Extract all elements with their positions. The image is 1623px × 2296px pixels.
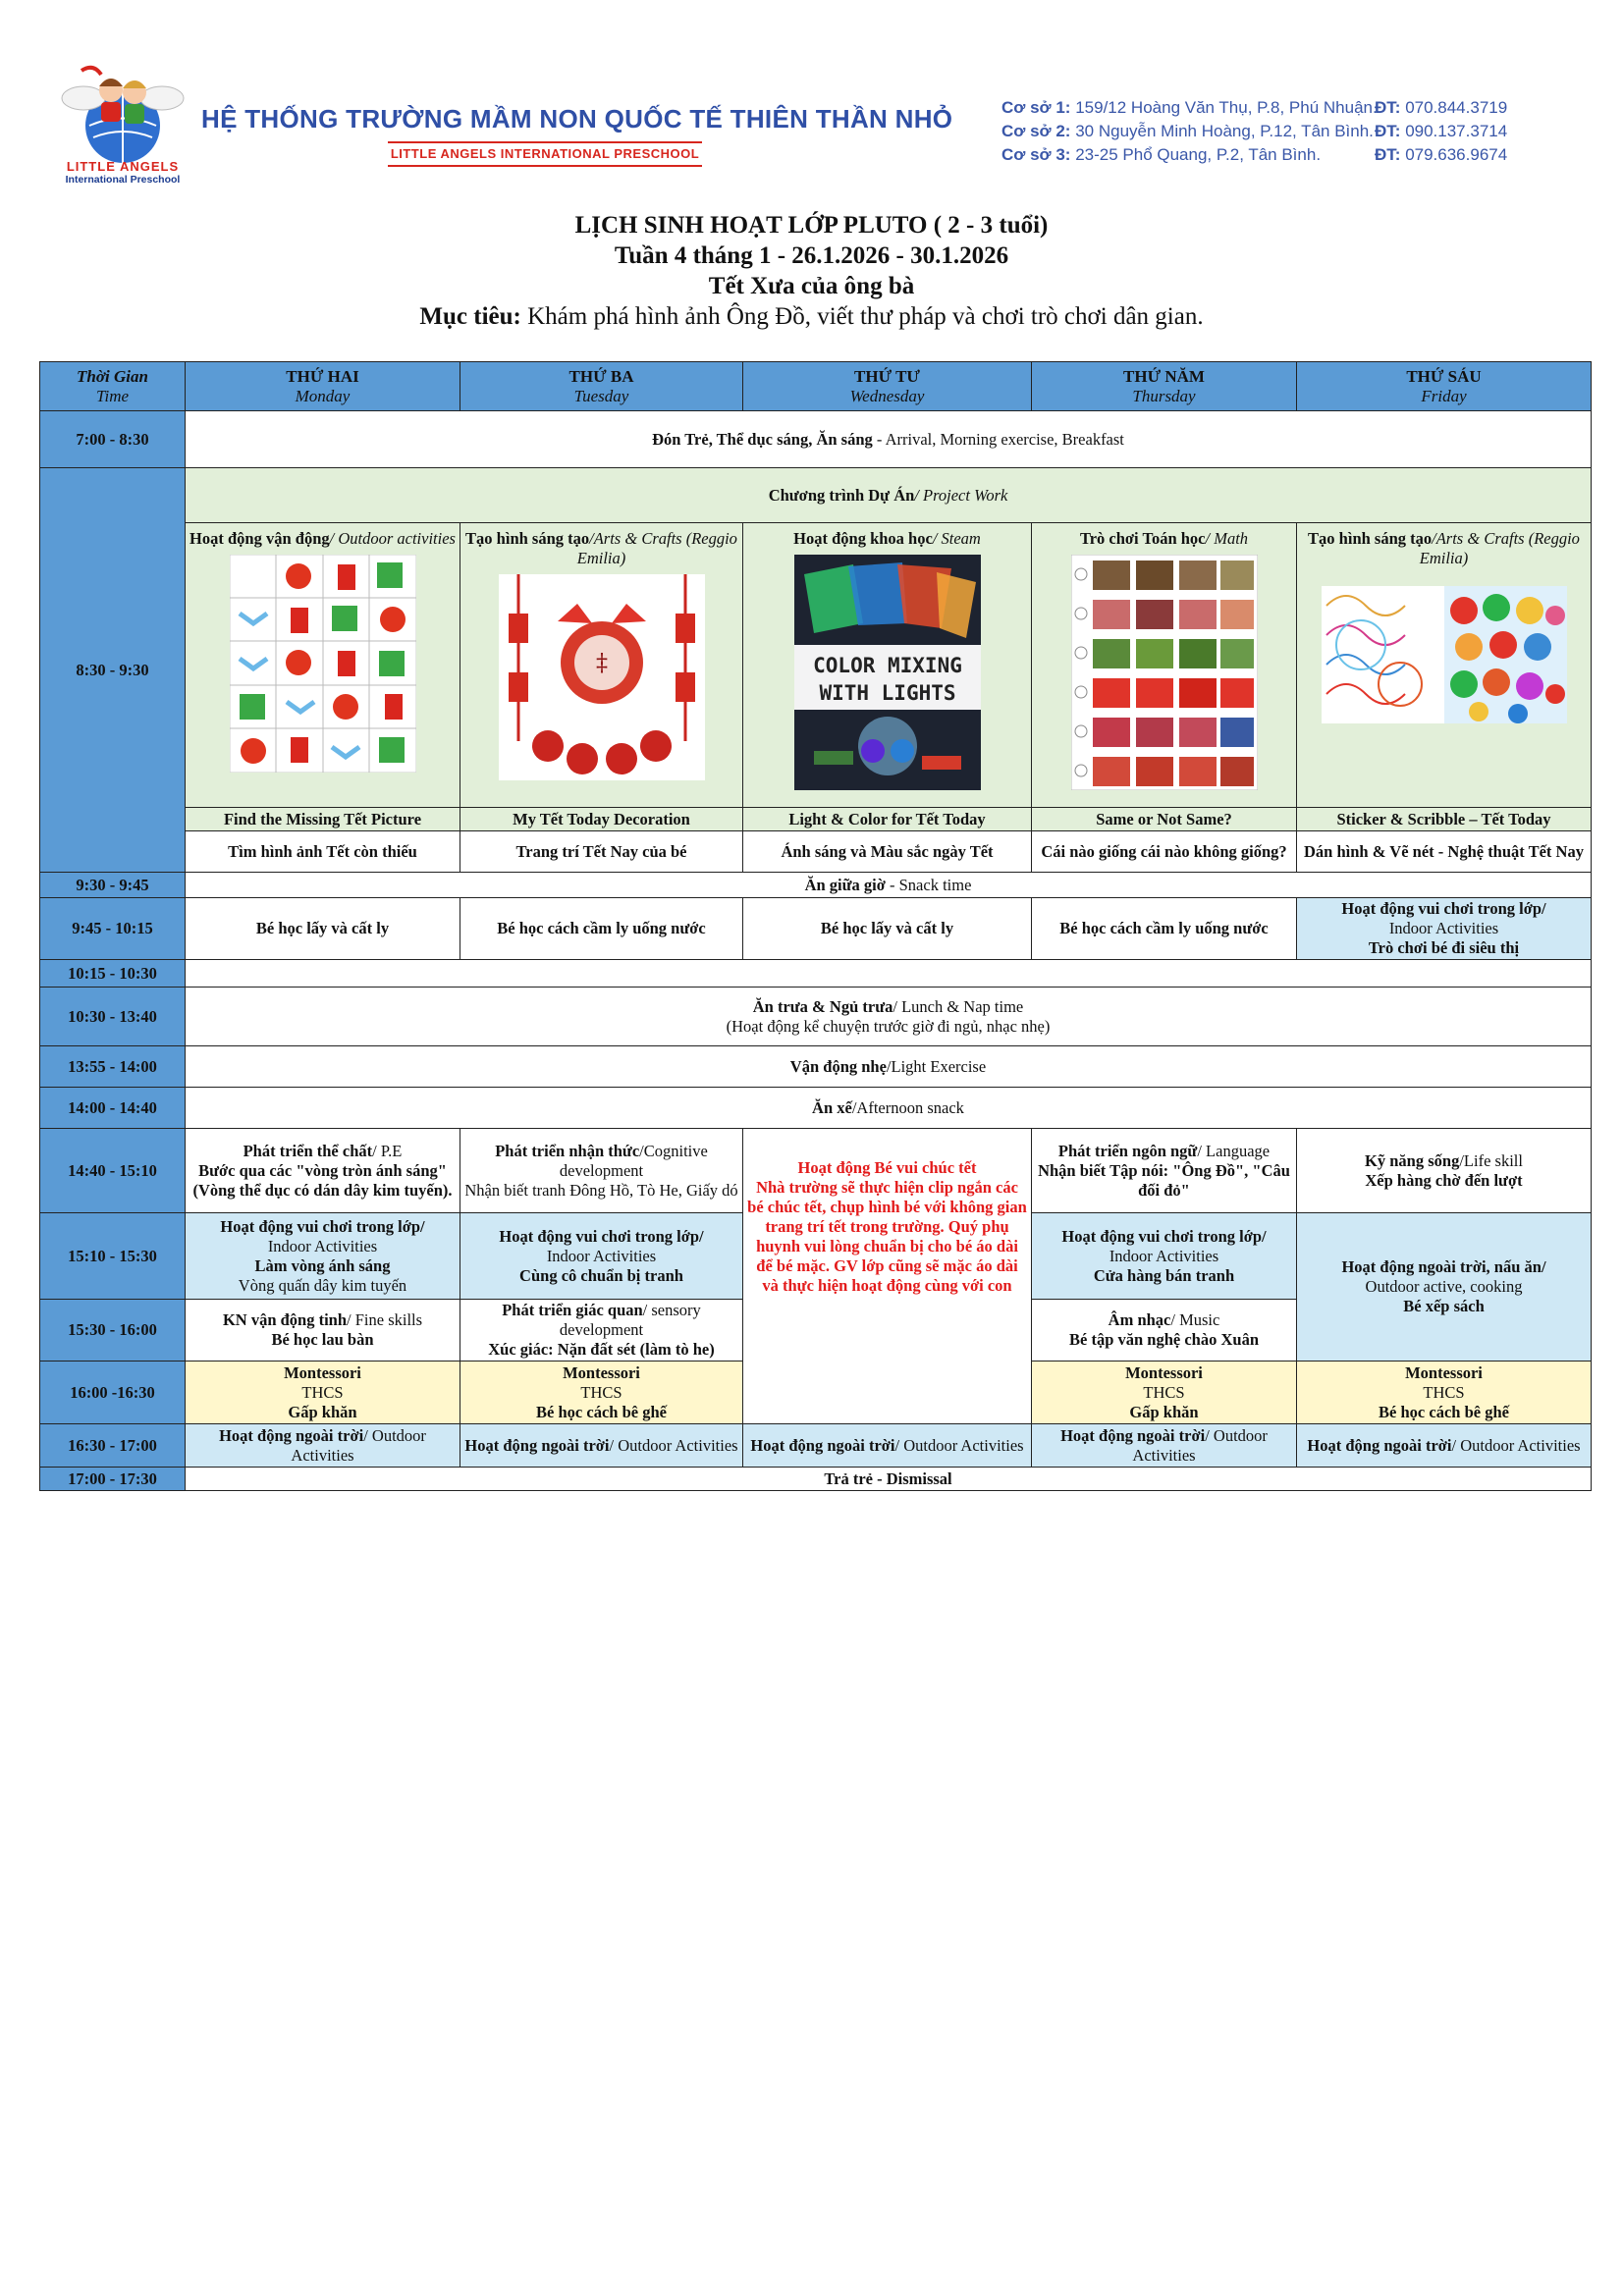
pe-bold: Phát triển thể chất (243, 1141, 373, 1160)
campus-row (1001, 96, 1507, 120)
activity-title-en: Same or Not Same? (1032, 808, 1297, 831)
pe-activity-monday (186, 1129, 460, 1213)
activity-title-en: My Tết Today Decoration (460, 808, 743, 831)
campus-label: Cơ sở 2: (1001, 122, 1071, 140)
school-subtitle: LITTLE ANGELS INTERNATIONAL PRESCHOOL (390, 146, 700, 161)
indoor-subtitle: Indoor Activities (267, 1236, 378, 1255)
indoor-detail: Làm vòng ánh sáng (254, 1255, 391, 1275)
time-cell: 17:00 - 17:30 (40, 1468, 186, 1491)
montessori-friday (1297, 1362, 1592, 1424)
project-en: / Project Work (914, 485, 1008, 505)
lunch-bold: Ăn trưa & Ngủ trưa (752, 996, 893, 1016)
schedule-week: Tuần 4 tháng 1 - 26.1.2026 - 30.1.2026 (614, 242, 1009, 269)
table-row (40, 898, 1592, 960)
objective-label: Mục tiêu: (419, 303, 521, 330)
indoor-title: Hoạt động vui chơi trong lớp/ (1061, 1226, 1267, 1246)
activity-type: Tạo hình sáng tạo (1308, 529, 1433, 548)
arrival-cell (186, 411, 1592, 468)
exercise-bold: Vận động nhẹ (789, 1056, 887, 1076)
phone-label: ĐT: (1375, 145, 1401, 164)
schedule-objective (0, 301, 1623, 332)
header-friday (1297, 362, 1592, 411)
activity-title-en: Light & Color for Tết Today (743, 808, 1032, 831)
time-cell: 7:00 - 8:30 (40, 411, 186, 468)
afternoon-snack-bold: Ăn xế (812, 1097, 852, 1117)
activity-title-vn: Trang trí Tết Nay của bé (460, 831, 743, 873)
activity-type-en: / Outdoor activities (329, 529, 456, 548)
day-en: Friday (1421, 386, 1467, 405)
campus-address: 30 Nguyễn Minh Hoàng, P.12, Tân Bình. (1075, 122, 1374, 140)
campus-label: Cơ sở 1: (1001, 98, 1071, 117)
header-wednesday (743, 362, 1032, 411)
header-time (40, 362, 186, 411)
fine-skills-text: / Fine skills (347, 1310, 423, 1329)
table-row (40, 468, 1592, 523)
life-skill-bold: Kỹ năng sống (1365, 1150, 1460, 1170)
header-thursday (1032, 362, 1297, 411)
header-time-vn: Thời Gian (77, 366, 148, 386)
activity-type: Trò chơi Toán học (1079, 529, 1206, 548)
outdoor-cooking-activity-friday (1297, 1213, 1592, 1362)
sticker-scribble-image (1322, 586, 1567, 723)
cup-activity-monday: Bé học lấy và cất ly (186, 898, 460, 960)
light-exercise-cell (186, 1046, 1592, 1088)
activity-wednesday (743, 523, 1032, 808)
school-header (54, 57, 1586, 194)
activity-thursday (1032, 523, 1297, 808)
activity-type-en: /Arts & Crafts (Reggio Emilia) (1419, 529, 1580, 567)
day-vn: THỨ HAI (286, 366, 359, 386)
afternoon-snack-cell (186, 1088, 1592, 1129)
montessori-detail: Bé học cách bê ghế (1379, 1402, 1509, 1421)
snack-bold: Ăn giữa giờ (804, 875, 886, 894)
time-cell: 8:30 - 9:30 (40, 468, 186, 873)
activity-type-en: / Math (1205, 529, 1249, 548)
cognitive-detail: Nhận biết tranh Đông Hồ, Tò He, Giấy dó (464, 1180, 738, 1200)
day-vn: THỨ NĂM (1123, 366, 1205, 386)
time-cell: 15:30 - 16:00 (40, 1300, 186, 1362)
indoor-game: Trò chơi bé đi siêu thị (1368, 938, 1520, 957)
campus-list (1001, 96, 1507, 167)
sensory-text: / sensory development (559, 1301, 701, 1339)
life-skill-activity-friday (1297, 1129, 1592, 1213)
schedule-theme: Tết Xưa của ông bà (708, 273, 915, 299)
activity-friday (1297, 523, 1592, 808)
indoor-detail: Cùng cô chuẩn bị tranh (519, 1265, 683, 1285)
activity-title-en: Find the Missing Tết Picture (186, 808, 460, 831)
school-name: HỆ THỐNG TRƯỜNG MẦM NON QUỐC TẾ THIÊN THẦN NHỎ (201, 104, 953, 133)
outdoor-cooking-subtitle: Outdoor active, cooking (1365, 1277, 1523, 1296)
indoor-title: Hoạt động vui chơi trong lớp/ (220, 1216, 425, 1236)
music-detail: Bé tập văn nghệ chào Xuân (1069, 1330, 1259, 1349)
activity-tuesday (460, 523, 743, 808)
time-cell: 10:30 - 13:40 (40, 988, 186, 1046)
campus-label: Cơ sở 3: (1001, 145, 1071, 164)
logo-line-2: International Preschool (65, 174, 181, 186)
language-text: / Language (1197, 1141, 1271, 1160)
activity-title-vn: Tìm hình ảnh Tết còn thiếu (186, 831, 460, 873)
day-en: Thursday (1132, 386, 1196, 405)
cup-activity-wednesday: Bé học lấy và cất ly (743, 898, 1032, 960)
outdoor-activity-wednesday (743, 1424, 1032, 1468)
schedule-title: LỊCH SINH HOẠT LỚP PLUTO ( 2 - 3 tuổi) (574, 212, 1049, 239)
montessori-subtitle: THCS (301, 1382, 344, 1402)
objective-text: Khám phá hình ảnh Ông Đồ, viết thư pháp và chơi trò chơi dân gian. (520, 303, 1204, 330)
language-detail: Nhận biết Tập nói: "Ông Đồ", "Câu đối đỏ" (1038, 1160, 1290, 1200)
tet-greeting-text: Hoạt động Bé vui chúc tết Nhà trường sẽ thực hiện clip ngắn các bé chúc tết, chụp hình bé với không gian trang trí tết trong trường. Quý phụ huynh vui lòng chuẩn bị cho bé áo dài để bé mặc. GV lớp cũng sẽ mặc áo dài và thực hiện hoạt động cùng với con (747, 1158, 1027, 1295)
svg-text:‡: ‡ (595, 649, 608, 676)
indoor-activity-thursday (1032, 1213, 1297, 1300)
campus-row (1001, 143, 1507, 167)
outdoor-text: / Outdoor Activities (894, 1435, 1024, 1455)
phone-label: ĐT: (1375, 122, 1401, 140)
cognitive-text: /Cognitive development (559, 1141, 708, 1180)
time-cell: 9:45 - 10:15 (40, 898, 186, 960)
campus-phone: 079.636.9674 (1405, 145, 1508, 164)
montessori-subtitle: THCS (580, 1382, 622, 1402)
angel-logo-icon (54, 57, 191, 165)
montessori-tuesday (460, 1362, 743, 1424)
indoor-activity-friday (1297, 898, 1592, 960)
activity-title-vn: Dán hình & Vẽ nét - Nghệ thuật Tết Nay (1297, 831, 1592, 873)
pe-text: / P.E (372, 1141, 403, 1160)
music-activity-thursday (1032, 1300, 1297, 1362)
campus-phone: 090.137.3714 (1405, 122, 1508, 140)
indoor-detail: Cửa hàng bán tranh (1093, 1265, 1235, 1285)
afternoon-snack-text: /Afternoon snack (851, 1097, 964, 1117)
activity-type-en: /Arts & Crafts (Reggio Emilia) (576, 529, 737, 567)
outdoor-bold: Hoạt động ngoài trời (750, 1435, 895, 1455)
lunch-text: / Lunch & Nap time (893, 996, 1024, 1016)
music-bold: Âm nhạc (1108, 1310, 1171, 1329)
table-row (40, 1046, 1592, 1088)
indoor-title: Hoạt động vui chơi trong lớp/ (499, 1226, 704, 1246)
time-cell: 10:15 - 10:30 (40, 960, 186, 988)
language-activity-thursday (1032, 1129, 1297, 1213)
tet-greeting-activity-wednesday (743, 1129, 1032, 1424)
outdoor-text: / Outdoor Activities (1451, 1435, 1581, 1455)
table-row (40, 1424, 1592, 1468)
campus-row (1001, 120, 1507, 143)
steam-image-text-2: WITH LIGHTS (818, 681, 956, 705)
montessori-title: Montessori (284, 1362, 361, 1382)
color-mixing-image (794, 555, 981, 790)
indoor-subtitle: Indoor Activities (1388, 919, 1499, 937)
dismissal-cell: Trả trẻ - Dismissal (186, 1468, 1592, 1491)
fine-skills-detail: Bé học lau bàn (271, 1330, 374, 1349)
lunch-sub: (Hoạt động kể chuyện trước giờ đi ngủ, nhạc nhẹ) (726, 1016, 1051, 1036)
steam-image-text-1: COLOR MIXING (812, 654, 962, 677)
activity-type: Hoạt động khoa học (793, 529, 933, 548)
indoor-subtitle: Indoor Activities (546, 1246, 657, 1265)
day-vn: THỨ BA (568, 366, 634, 386)
table-row (40, 411, 1592, 468)
table-row (40, 960, 1592, 988)
montessori-detail: Gấp khăn (288, 1402, 357, 1421)
outdoor-text: / Outdoor Activities (291, 1425, 426, 1465)
header-tuesday (460, 362, 743, 411)
empty-cell (186, 960, 1592, 988)
outdoor-bold: Hoạt động ngoài trời (464, 1435, 610, 1455)
tet-decoration-image (499, 574, 705, 780)
table-row (40, 523, 1592, 808)
montessori-thursday (1032, 1362, 1297, 1424)
cup-activity-tuesday: Bé học cách cầm ly uống nước (460, 898, 743, 960)
time-cell: 14:40 - 15:10 (40, 1129, 186, 1213)
montessori-detail: Gấp khăn (1129, 1402, 1199, 1421)
outdoor-bold: Hoạt động ngoài trời (1307, 1435, 1452, 1455)
time-cell: 15:10 - 15:30 (40, 1213, 186, 1300)
table-row (40, 1088, 1592, 1129)
phone-label: ĐT: (1375, 98, 1401, 117)
sensory-bold: Phát triển giác quan (502, 1301, 643, 1319)
indoor-activity-tuesday (460, 1213, 743, 1300)
table-row (40, 1468, 1592, 1491)
outdoor-text: / Outdoor Activities (609, 1435, 738, 1455)
arrival-text: - Arrival, Morning exercise, Breakfast (872, 429, 1124, 449)
table-row (40, 808, 1592, 831)
montessori-title: Montessori (563, 1362, 640, 1382)
arrival-bold: Đón Trẻ, Thể dục sáng, Ăn sáng (652, 429, 873, 449)
montessori-title: Montessori (1405, 1362, 1483, 1382)
campus-address: 159/12 Hoàng Văn Thụ, P.8, Phú Nhuận. (1075, 98, 1378, 117)
campus-phone: 070.844.3719 (1405, 98, 1508, 117)
table-row (40, 831, 1592, 873)
outdoor-bold: Hoạt động ngoài trời (219, 1425, 364, 1445)
snack-cell (186, 873, 1592, 898)
life-skill-detail: Xếp hàng chờ đến lượt (1365, 1170, 1523, 1190)
outdoor-cooking-title: Hoạt động ngoài trời, nấu ăn/ (1341, 1257, 1546, 1276)
montessori-detail: Bé học cách bê ghế (536, 1402, 667, 1421)
activity-monday (186, 523, 460, 808)
outdoor-activity-friday (1297, 1424, 1592, 1468)
indoor-subtitle: Indoor Activities (1109, 1246, 1219, 1265)
snack-text: - Snack time (885, 875, 972, 894)
header-time-en: Time (95, 386, 130, 405)
day-en: Tuesday (573, 386, 629, 405)
logo-line-1: LITTLE ANGELS (66, 159, 180, 174)
table-row (40, 1129, 1592, 1213)
outdoor-activity-tuesday (460, 1424, 743, 1468)
same-or-not-worksheet-image (1071, 555, 1258, 790)
language-bold: Phát triển ngôn ngữ (1057, 1141, 1198, 1160)
outdoor-bold: Hoạt động ngoài trời (1060, 1425, 1206, 1445)
day-en: Wednesday (849, 386, 925, 405)
indoor-activity-monday (186, 1213, 460, 1300)
schedule-titles (0, 210, 1623, 332)
exercise-text: /Light Exercise (886, 1056, 987, 1076)
time-cell: 16:30 - 17:00 (40, 1424, 186, 1468)
activity-title-en: Sticker & Scribble – Tết Today (1297, 808, 1592, 831)
table-row (40, 873, 1592, 898)
school-subtitle-frame (388, 141, 702, 167)
life-skill-text: /Life skill (1459, 1150, 1523, 1170)
day-vn: THỨ TƯ (854, 366, 920, 386)
pe-detail: Bước qua các "vòng tròn ánh sáng" (Vòng thể dục có dán dây kim tuyến). (192, 1160, 453, 1200)
cognitive-activity-tuesday (460, 1129, 743, 1213)
music-text: / Music (1170, 1310, 1220, 1329)
project-vn: Chương trình Dự Án (768, 485, 915, 505)
school-logo (54, 57, 191, 187)
activity-type: Hoạt động vận động (189, 529, 330, 548)
sensory-activity-tuesday (460, 1300, 743, 1362)
table-header-row (40, 362, 1592, 411)
indoor-note: Vòng quấn dây kim tuyến (238, 1275, 407, 1295)
activity-title-vn: Cái nào giống cái nào không giống? (1032, 831, 1297, 873)
outdoor-activity-thursday (1032, 1424, 1297, 1468)
time-cell: 14:00 - 14:40 (40, 1088, 186, 1129)
outdoor-activity-monday (186, 1424, 460, 1468)
project-work-cell (186, 468, 1592, 523)
activity-type: Tạo hình sáng tạo (465, 529, 590, 548)
campus-address: 23-25 Phổ Quang, P.2, Tân Bình. (1075, 145, 1322, 164)
montessori-subtitle: THCS (1143, 1382, 1185, 1402)
outdoor-cooking-detail: Bé xếp sách (1403, 1297, 1485, 1315)
day-vn: THỨ SÁU (1406, 366, 1482, 386)
cognitive-bold: Phát triển nhận thức (495, 1141, 640, 1160)
schedule-table (39, 361, 1592, 1491)
montessori-title: Montessori (1125, 1362, 1203, 1382)
fine-skills-activity-monday (186, 1300, 460, 1362)
tet-picture-grid-image (230, 555, 416, 773)
time-cell: 13:55 - 14:00 (40, 1046, 186, 1088)
table-row (40, 988, 1592, 1046)
montessori-subtitle: THCS (1423, 1382, 1465, 1402)
activity-type-en: / Steam (932, 529, 981, 548)
day-en: Monday (295, 386, 351, 405)
indoor-title: Hoạt động vui chơi trong lớp/ (1341, 899, 1546, 918)
cup-activity-thursday: Bé học cách cầm ly uống nước (1032, 898, 1297, 960)
outdoor-text: / Outdoor Activities (1132, 1425, 1268, 1465)
montessori-monday (186, 1362, 460, 1424)
sensory-detail: Xúc giác: Nặn đất sét (làm tò he) (488, 1340, 715, 1359)
header-monday (186, 362, 460, 411)
time-cell: 9:30 - 9:45 (40, 873, 186, 898)
fine-skills-bold: KN vận động tinh (222, 1310, 348, 1329)
time-cell: 16:00 -16:30 (40, 1362, 186, 1424)
lunch-nap-cell (186, 988, 1592, 1046)
activity-title-vn: Ánh sáng và Màu sắc ngày Tết (743, 831, 1032, 873)
